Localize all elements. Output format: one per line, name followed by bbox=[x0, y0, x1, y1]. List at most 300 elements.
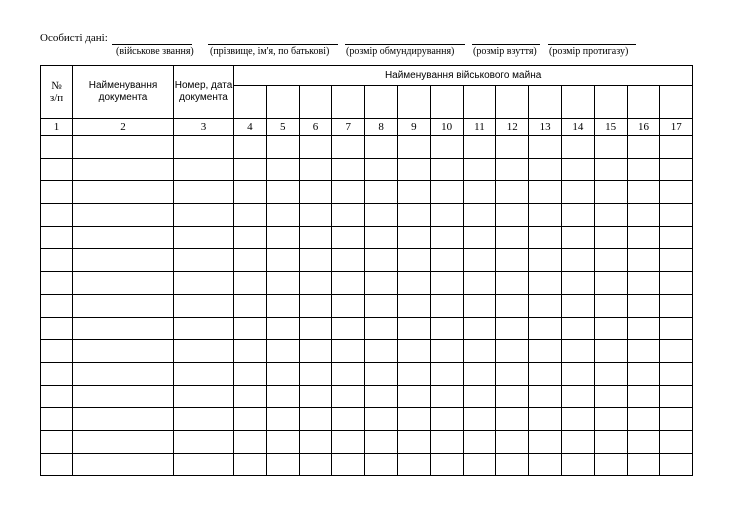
table-cell[interactable] bbox=[627, 385, 660, 408]
property-item-cell bbox=[594, 86, 627, 119]
table-cell[interactable] bbox=[660, 249, 693, 272]
table-cell[interactable] bbox=[561, 294, 594, 317]
column-number: 10 bbox=[430, 119, 463, 136]
table-cell[interactable] bbox=[529, 249, 562, 272]
rank-line bbox=[112, 44, 192, 45]
table-cell[interactable] bbox=[430, 340, 463, 363]
table-cell[interactable] bbox=[332, 204, 365, 227]
property-item-cell bbox=[365, 86, 398, 119]
column-number: 13 bbox=[529, 119, 562, 136]
table-cell[interactable] bbox=[365, 272, 398, 295]
table-cell[interactable] bbox=[529, 272, 562, 295]
property-item-cell bbox=[529, 86, 562, 119]
table-cell[interactable] bbox=[41, 340, 73, 363]
table-cell[interactable] bbox=[365, 158, 398, 181]
table-cell[interactable] bbox=[660, 181, 693, 204]
table-cell[interactable] bbox=[561, 181, 594, 204]
table-cell[interactable] bbox=[266, 430, 299, 453]
table-cell[interactable] bbox=[430, 136, 463, 159]
table-cell[interactable] bbox=[496, 226, 529, 249]
table-cell[interactable] bbox=[266, 385, 299, 408]
column-number: 16 bbox=[627, 119, 660, 136]
column-number: 7 bbox=[332, 119, 365, 136]
table-cell[interactable] bbox=[660, 430, 693, 453]
table-cell[interactable] bbox=[332, 385, 365, 408]
table-cell[interactable] bbox=[561, 204, 594, 227]
table-cell[interactable] bbox=[234, 340, 267, 363]
table-cell[interactable] bbox=[73, 430, 174, 453]
table-cell[interactable] bbox=[174, 181, 234, 204]
table-cell[interactable] bbox=[41, 204, 73, 227]
table-cell[interactable] bbox=[397, 340, 430, 363]
table-cell[interactable] bbox=[627, 317, 660, 340]
table-row bbox=[41, 181, 693, 204]
table-cell[interactable] bbox=[332, 136, 365, 159]
table-cell[interactable] bbox=[594, 136, 627, 159]
column-number: 11 bbox=[463, 119, 496, 136]
table-cell[interactable] bbox=[266, 408, 299, 431]
table-row bbox=[41, 317, 693, 340]
table-cell[interactable] bbox=[365, 408, 398, 431]
table-cell[interactable] bbox=[332, 158, 365, 181]
table-cell[interactable] bbox=[496, 317, 529, 340]
table-cell[interactable] bbox=[594, 362, 627, 385]
table-cell[interactable] bbox=[365, 226, 398, 249]
table-cell[interactable] bbox=[299, 181, 332, 204]
table-cell[interactable] bbox=[627, 294, 660, 317]
table-cell[interactable] bbox=[73, 136, 174, 159]
table-cell[interactable] bbox=[627, 272, 660, 295]
table-cell[interactable] bbox=[299, 453, 332, 476]
table-cell[interactable] bbox=[561, 158, 594, 181]
table-row bbox=[41, 340, 693, 363]
table-cell[interactable] bbox=[397, 362, 430, 385]
table-cell[interactable] bbox=[561, 408, 594, 431]
table-cell[interactable] bbox=[561, 362, 594, 385]
table-cell[interactable] bbox=[365, 204, 398, 227]
table-cell[interactable] bbox=[174, 385, 234, 408]
table-cell[interactable] bbox=[174, 294, 234, 317]
table-cell[interactable] bbox=[594, 385, 627, 408]
table-cell[interactable] bbox=[365, 362, 398, 385]
table-cell[interactable] bbox=[496, 136, 529, 159]
table-cell[interactable] bbox=[41, 385, 73, 408]
header-military-property: Найменування військового майна bbox=[234, 66, 693, 86]
table-cell[interactable] bbox=[496, 453, 529, 476]
table-cell[interactable] bbox=[266, 294, 299, 317]
table-cell[interactable] bbox=[660, 317, 693, 340]
table-cell[interactable] bbox=[332, 181, 365, 204]
table-cell[interactable] bbox=[529, 340, 562, 363]
table-cell[interactable] bbox=[430, 430, 463, 453]
uniform-size-caption: (розмір обмундирування) bbox=[346, 46, 455, 57]
table-cell[interactable] bbox=[397, 453, 430, 476]
table-cell[interactable] bbox=[299, 204, 332, 227]
table-cell[interactable] bbox=[529, 204, 562, 227]
table-cell[interactable] bbox=[266, 226, 299, 249]
personal-data-block bbox=[40, 32, 700, 62]
table-cell[interactable] bbox=[430, 226, 463, 249]
table-row bbox=[41, 136, 693, 159]
property-item-cell bbox=[496, 86, 529, 119]
table-cell[interactable] bbox=[397, 158, 430, 181]
table-cell[interactable] bbox=[397, 204, 430, 227]
table-cell[interactable] bbox=[594, 272, 627, 295]
table-cell[interactable] bbox=[266, 362, 299, 385]
table-cell[interactable] bbox=[660, 204, 693, 227]
table-cell[interactable] bbox=[594, 340, 627, 363]
table-cell[interactable] bbox=[73, 362, 174, 385]
table-cell[interactable] bbox=[332, 317, 365, 340]
table-cell[interactable] bbox=[365, 340, 398, 363]
table-cell[interactable] bbox=[529, 385, 562, 408]
table-cell[interactable] bbox=[594, 317, 627, 340]
table-cell[interactable] bbox=[365, 249, 398, 272]
table-row bbox=[41, 362, 693, 385]
table-cell[interactable] bbox=[627, 158, 660, 181]
table-cell[interactable] bbox=[73, 453, 174, 476]
property-item-cell bbox=[234, 86, 267, 119]
table-cell[interactable] bbox=[529, 136, 562, 159]
table-cell[interactable] bbox=[561, 385, 594, 408]
table-cell[interactable] bbox=[496, 340, 529, 363]
table-cell[interactable] bbox=[463, 430, 496, 453]
table-cell[interactable] bbox=[299, 249, 332, 272]
table-cell[interactable] bbox=[174, 272, 234, 295]
header-document-number-date: Номер, дата документа bbox=[174, 66, 234, 119]
table-cell[interactable] bbox=[332, 340, 365, 363]
table-cell[interactable] bbox=[561, 453, 594, 476]
table-cell[interactable] bbox=[174, 453, 234, 476]
table-cell[interactable] bbox=[266, 340, 299, 363]
table-cell[interactable] bbox=[594, 226, 627, 249]
table-cell[interactable] bbox=[266, 272, 299, 295]
table-cell[interactable] bbox=[594, 453, 627, 476]
table-cell[interactable] bbox=[561, 249, 594, 272]
table-cell[interactable] bbox=[41, 317, 73, 340]
table-cell[interactable] bbox=[73, 317, 174, 340]
table-cell[interactable] bbox=[430, 453, 463, 476]
table-cell[interactable] bbox=[41, 158, 73, 181]
table-cell[interactable] bbox=[463, 362, 496, 385]
table-cell[interactable] bbox=[299, 272, 332, 295]
table-cell[interactable] bbox=[266, 158, 299, 181]
table-cell[interactable] bbox=[397, 181, 430, 204]
table-cell[interactable] bbox=[397, 294, 430, 317]
table-cell[interactable] bbox=[234, 158, 267, 181]
full-name-line bbox=[208, 44, 338, 45]
table-row bbox=[41, 226, 693, 249]
table-cell[interactable] bbox=[266, 249, 299, 272]
table-cell[interactable] bbox=[529, 408, 562, 431]
table-cell[interactable] bbox=[496, 362, 529, 385]
table-cell[interactable] bbox=[332, 362, 365, 385]
full-name-caption: (прізвище, ім'я, по батькові) bbox=[210, 46, 330, 57]
table-cell[interactable] bbox=[41, 453, 73, 476]
table-cell[interactable] bbox=[463, 136, 496, 159]
table-cell[interactable] bbox=[594, 158, 627, 181]
table-cell[interactable] bbox=[430, 408, 463, 431]
column-number: 8 bbox=[365, 119, 398, 136]
table-cell[interactable] bbox=[529, 453, 562, 476]
table-cell[interactable] bbox=[529, 362, 562, 385]
column-number: 6 bbox=[299, 119, 332, 136]
table-cell[interactable] bbox=[266, 317, 299, 340]
table-cell[interactable] bbox=[627, 136, 660, 159]
table-cell[interactable] bbox=[529, 317, 562, 340]
table-cell[interactable] bbox=[463, 226, 496, 249]
table-cell[interactable] bbox=[174, 204, 234, 227]
table-cell[interactable] bbox=[561, 317, 594, 340]
table-cell[interactable] bbox=[174, 317, 234, 340]
table-cell[interactable] bbox=[430, 204, 463, 227]
table-cell[interactable] bbox=[660, 158, 693, 181]
table-cell[interactable] bbox=[430, 385, 463, 408]
table-cell[interactable] bbox=[332, 226, 365, 249]
table-cell[interactable] bbox=[561, 226, 594, 249]
table-cell[interactable] bbox=[430, 294, 463, 317]
table-cell[interactable] bbox=[73, 226, 174, 249]
table-cell[interactable] bbox=[234, 181, 267, 204]
table-cell[interactable] bbox=[397, 226, 430, 249]
gas-mask-size-caption: (розмір протигазу) bbox=[549, 46, 629, 57]
table-cell[interactable] bbox=[365, 430, 398, 453]
table-cell[interactable] bbox=[299, 408, 332, 431]
table-cell[interactable] bbox=[332, 272, 365, 295]
table-cell[interactable] bbox=[332, 249, 365, 272]
table-cell[interactable] bbox=[41, 136, 73, 159]
table-cell[interactable] bbox=[41, 249, 73, 272]
table-cell[interactable] bbox=[627, 362, 660, 385]
table-cell[interactable] bbox=[41, 362, 73, 385]
column-number: 1 bbox=[41, 119, 73, 136]
table-cell[interactable] bbox=[496, 204, 529, 227]
table-cell[interactable] bbox=[174, 136, 234, 159]
table-cell[interactable] bbox=[41, 408, 73, 431]
table-cell[interactable] bbox=[299, 430, 332, 453]
table-cell[interactable] bbox=[561, 340, 594, 363]
table-cell[interactable] bbox=[73, 340, 174, 363]
table-cell[interactable] bbox=[463, 158, 496, 181]
table-cell[interactable] bbox=[463, 249, 496, 272]
table-cell[interactable] bbox=[529, 430, 562, 453]
table-cell[interactable] bbox=[397, 317, 430, 340]
table-cell[interactable] bbox=[529, 294, 562, 317]
table-cell[interactable] bbox=[529, 158, 562, 181]
table-cell[interactable] bbox=[594, 408, 627, 431]
table-cell[interactable] bbox=[365, 136, 398, 159]
table-cell[interactable] bbox=[73, 294, 174, 317]
table-cell[interactable] bbox=[174, 340, 234, 363]
table-cell[interactable] bbox=[174, 158, 234, 181]
table-cell[interactable] bbox=[529, 226, 562, 249]
table-cell[interactable] bbox=[266, 181, 299, 204]
table-cell[interactable] bbox=[234, 453, 267, 476]
column-number: 3 bbox=[174, 119, 234, 136]
table-cell[interactable] bbox=[660, 294, 693, 317]
table-cell[interactable] bbox=[463, 453, 496, 476]
table-cell[interactable] bbox=[234, 294, 267, 317]
property-item-cell bbox=[627, 86, 660, 119]
table-cell[interactable] bbox=[660, 453, 693, 476]
table-cell[interactable] bbox=[660, 136, 693, 159]
table-cell[interactable] bbox=[496, 272, 529, 295]
table-cell[interactable] bbox=[627, 408, 660, 431]
table-cell[interactable] bbox=[463, 272, 496, 295]
table-cell[interactable] bbox=[234, 249, 267, 272]
table-cell[interactable] bbox=[234, 136, 267, 159]
table-cell[interactable] bbox=[463, 340, 496, 363]
table-cell[interactable] bbox=[73, 181, 174, 204]
table-cell[interactable] bbox=[41, 430, 73, 453]
table-cell[interactable] bbox=[463, 317, 496, 340]
table-cell[interactable] bbox=[299, 340, 332, 363]
table-row bbox=[41, 453, 693, 476]
table-cell[interactable] bbox=[430, 317, 463, 340]
rank-caption: (військове звання) bbox=[116, 46, 194, 57]
table-cell[interactable] bbox=[299, 158, 332, 181]
table-cell[interactable] bbox=[397, 272, 430, 295]
table-row bbox=[41, 430, 693, 453]
table-cell[interactable] bbox=[627, 340, 660, 363]
uniform-size-line bbox=[345, 44, 465, 45]
table-cell[interactable] bbox=[594, 294, 627, 317]
table-cell[interactable] bbox=[266, 204, 299, 227]
table-cell[interactable] bbox=[430, 181, 463, 204]
table-cell[interactable] bbox=[496, 408, 529, 431]
table-cell[interactable] bbox=[234, 430, 267, 453]
table-cell[interactable] bbox=[463, 385, 496, 408]
table-cell[interactable] bbox=[365, 453, 398, 476]
table-cell[interactable] bbox=[234, 204, 267, 227]
shoe-size-caption: (розмір взуття) bbox=[473, 46, 537, 57]
table-cell[interactable] bbox=[430, 249, 463, 272]
table-cell[interactable] bbox=[594, 181, 627, 204]
table-cell[interactable] bbox=[397, 385, 430, 408]
table-cell[interactable] bbox=[234, 226, 267, 249]
table-cell[interactable] bbox=[496, 385, 529, 408]
table-cell[interactable] bbox=[397, 408, 430, 431]
table-cell[interactable] bbox=[430, 362, 463, 385]
table-cell[interactable] bbox=[332, 294, 365, 317]
table-cell[interactable] bbox=[299, 362, 332, 385]
table-cell[interactable] bbox=[594, 430, 627, 453]
table-cell[interactable] bbox=[299, 136, 332, 159]
table-cell[interactable] bbox=[660, 272, 693, 295]
table-cell[interactable] bbox=[561, 136, 594, 159]
table-cell[interactable] bbox=[496, 249, 529, 272]
table-cell[interactable] bbox=[627, 181, 660, 204]
table-cell[interactable] bbox=[496, 158, 529, 181]
column-number: 9 bbox=[397, 119, 430, 136]
table-cell[interactable] bbox=[496, 294, 529, 317]
column-number: 15 bbox=[594, 119, 627, 136]
table-cell[interactable] bbox=[660, 385, 693, 408]
table-cell[interactable] bbox=[174, 430, 234, 453]
table-cell[interactable] bbox=[496, 430, 529, 453]
table-cell[interactable] bbox=[73, 385, 174, 408]
table-cell[interactable] bbox=[627, 249, 660, 272]
table-cell[interactable] bbox=[234, 317, 267, 340]
table-cell[interactable] bbox=[463, 294, 496, 317]
table-cell[interactable] bbox=[529, 181, 562, 204]
table-cell[interactable] bbox=[73, 158, 174, 181]
table-cell[interactable] bbox=[430, 158, 463, 181]
column-number: 14 bbox=[561, 119, 594, 136]
table-cell[interactable] bbox=[174, 362, 234, 385]
column-number: 5 bbox=[266, 119, 299, 136]
table-cell[interactable] bbox=[627, 453, 660, 476]
table-cell[interactable] bbox=[627, 226, 660, 249]
table-row bbox=[41, 204, 693, 227]
table-cell[interactable] bbox=[660, 408, 693, 431]
table-cell[interactable] bbox=[41, 226, 73, 249]
table-cell[interactable] bbox=[463, 204, 496, 227]
table-cell[interactable] bbox=[299, 317, 332, 340]
table-cell[interactable] bbox=[397, 249, 430, 272]
table-row bbox=[41, 294, 693, 317]
table-cell[interactable] bbox=[332, 430, 365, 453]
table-cell[interactable] bbox=[594, 204, 627, 227]
table-cell[interactable] bbox=[41, 181, 73, 204]
table-cell[interactable] bbox=[266, 136, 299, 159]
table-cell[interactable] bbox=[660, 226, 693, 249]
table-cell[interactable] bbox=[332, 453, 365, 476]
table-cell[interactable] bbox=[594, 249, 627, 272]
table-cell[interactable] bbox=[234, 272, 267, 295]
column-number: 12 bbox=[496, 119, 529, 136]
table-cell[interactable] bbox=[234, 408, 267, 431]
table-cell[interactable] bbox=[174, 408, 234, 431]
column-number: 17 bbox=[660, 119, 693, 136]
table-cell[interactable] bbox=[332, 408, 365, 431]
table-cell[interactable] bbox=[365, 317, 398, 340]
table-cell[interactable] bbox=[365, 181, 398, 204]
table-cell[interactable] bbox=[397, 430, 430, 453]
table-cell[interactable] bbox=[430, 272, 463, 295]
table-cell[interactable] bbox=[365, 385, 398, 408]
table-cell[interactable] bbox=[299, 226, 332, 249]
table-cell[interactable] bbox=[174, 249, 234, 272]
table-cell[interactable] bbox=[41, 294, 73, 317]
table-cell[interactable] bbox=[73, 204, 174, 227]
property-item-cell bbox=[299, 86, 332, 119]
table-cell[interactable] bbox=[73, 249, 174, 272]
table-cell[interactable] bbox=[463, 181, 496, 204]
table-cell[interactable] bbox=[627, 430, 660, 453]
table-cell[interactable] bbox=[234, 362, 267, 385]
table-cell[interactable] bbox=[397, 136, 430, 159]
table-cell[interactable] bbox=[627, 204, 660, 227]
table-cell[interactable] bbox=[234, 385, 267, 408]
table-cell[interactable] bbox=[73, 408, 174, 431]
table-cell[interactable] bbox=[463, 408, 496, 431]
table-cell[interactable] bbox=[73, 272, 174, 295]
table-row bbox=[41, 158, 693, 181]
table-cell[interactable] bbox=[660, 340, 693, 363]
table-cell[interactable] bbox=[299, 385, 332, 408]
table-cell[interactable] bbox=[174, 226, 234, 249]
table-cell[interactable] bbox=[299, 294, 332, 317]
table-row bbox=[41, 249, 693, 272]
table-cell[interactable] bbox=[365, 294, 398, 317]
table-cell[interactable] bbox=[561, 272, 594, 295]
table-cell[interactable] bbox=[496, 181, 529, 204]
table-cell[interactable] bbox=[660, 362, 693, 385]
table-cell[interactable] bbox=[266, 453, 299, 476]
table-cell[interactable] bbox=[41, 272, 73, 295]
table-cell[interactable] bbox=[561, 430, 594, 453]
